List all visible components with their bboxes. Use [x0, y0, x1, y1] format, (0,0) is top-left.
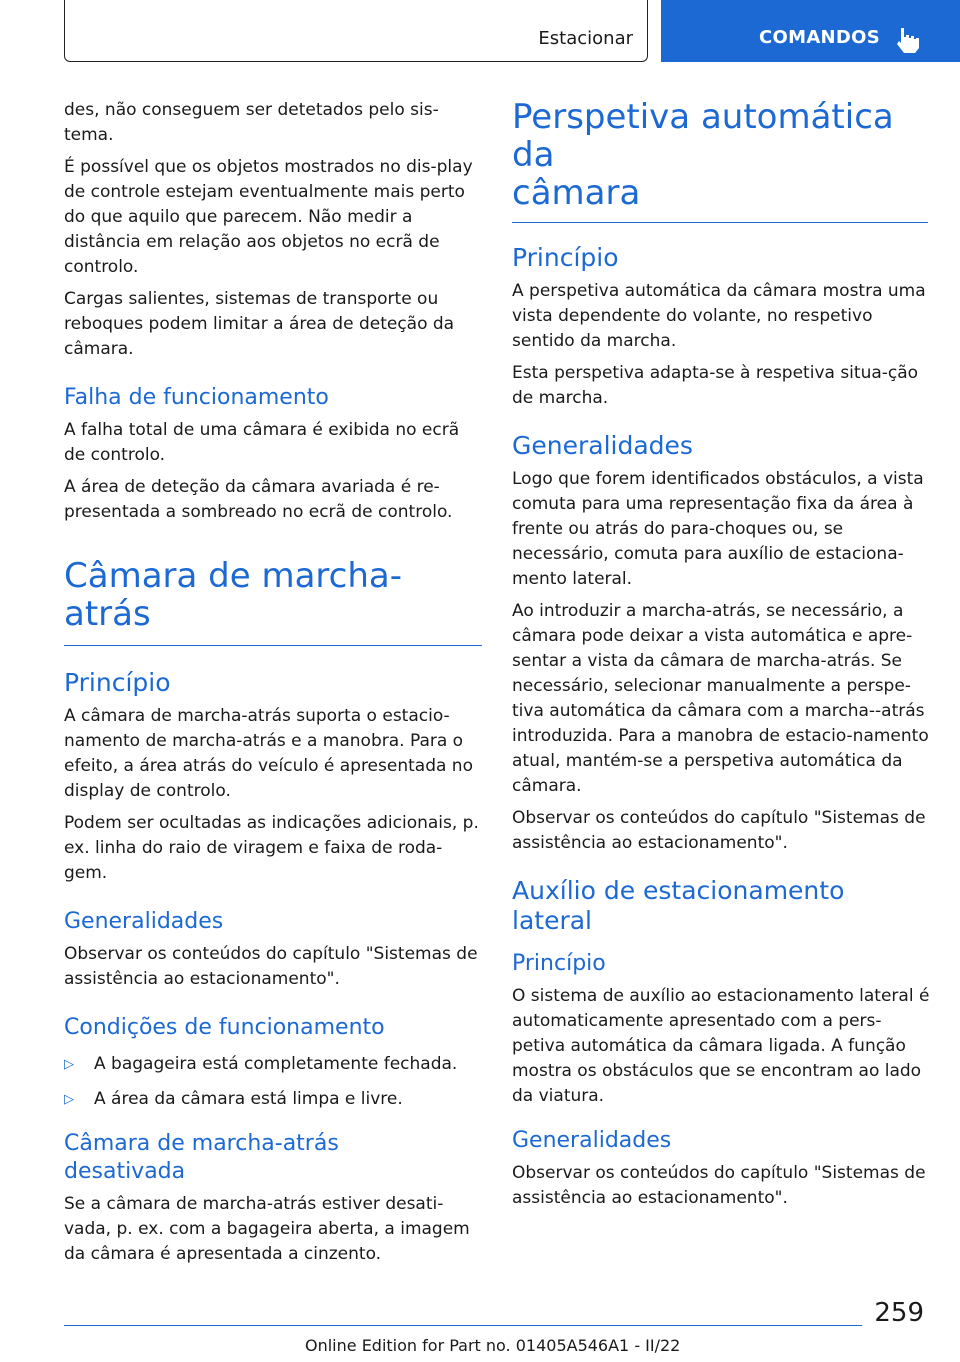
principio-paragraph: A câmara de marcha-atrás suporta o estacio-namento de marcha-atrás e a manobra. Para o efeito, a área atrás do veículo é apresentada no display de controlo. [64, 706, 473, 801]
persp-heading: Perspetiva automática da câmara [512, 97, 894, 213]
principio-paragraph: Podem ser ocultadas as indicações adicionais, p. ex. linha do raio de viragem e faixa de roda-gem. [64, 813, 479, 883]
page-number: 259 [874, 1298, 924, 1328]
condicoes-heading: Condições de funcionamento [64, 1015, 385, 1040]
camara-heading-block [64, 557, 482, 646]
header-chapter-title: COMANDOS [759, 27, 881, 48]
falha-paragraph: A área de deteção da câmara avariada é re-presentada a sombreado no ecrã de controlo. [64, 477, 453, 522]
left-column [64, 98, 482, 1274]
intro-paragraph: des, não conseguem ser detetados pelo sis-tema. [64, 100, 439, 145]
header-chapter-tab [661, 0, 960, 62]
triangle-bullet-icon: ▷ [64, 1057, 74, 1072]
auxilio-principio-heading: Princípio [512, 951, 606, 976]
principio-heading: Princípio [512, 243, 619, 272]
triangle-bullet-icon: ▷ [64, 1092, 74, 1107]
auxilio-generalidades-paragraph: Observar os conteúdos do capítulo "Sistemas de assistência ao estacionamento". [512, 1163, 926, 1208]
header-section-title: Estacionar [538, 28, 633, 49]
list-item: ▷ A área da câmara está limpa e livre. [64, 1087, 482, 1112]
falha-paragraph: A falha total de uma câmara é exibida no ecrã de controlo. [64, 420, 460, 465]
auxilio-principio-paragraph: O sistema de auxílio ao estacionamento lateral é automaticamente apresentado com a pers-petiva automática da câmara ligada. A função mostra os obstáculos que se encontram ao lado da viatura. [512, 986, 930, 1106]
intro-paragraph: Cargas salientes, sistemas de transporte ou reboques podem limitar a área de deteção da câmara. [64, 289, 455, 359]
principio-heading: Princípio [64, 668, 171, 697]
generalidades-heading: Generalidades [512, 431, 693, 460]
camara-heading: Câmara de marcha-atrás [64, 556, 402, 634]
footer-divider [64, 1325, 862, 1326]
auxilio-generalidades-heading: Generalidades [512, 1128, 672, 1153]
header-section-tab [64, 0, 648, 62]
auxilio-heading: Auxílio de estacionamento lateral [512, 876, 845, 935]
generalidades-paragraph: Ao introduzir a marcha-atrás, se necessário, a câmara pode deixar a vista automática e apre-sentar a vista da câmara de marcha-atrás. Se necessário, selecionar manualmente a perspe-tiva automática da câmara com a marcha--atrás introduzida. Para a manobra de estacio-namento atual, mantém-se a perspetiva automática da câmara. [512, 601, 929, 796]
persp-heading-block [512, 98, 928, 223]
falha-heading: Falha de funcionamento [64, 385, 329, 410]
generalidades-paragraph: Observar os conteúdos do capítulo "Sistemas de assistência ao estacionamento". [64, 944, 478, 989]
generalidades-heading: Generalidades [64, 909, 224, 934]
desativada-heading: Câmara de marcha-atrás desativada [64, 1131, 339, 1184]
desativada-paragraph: Se a câmara de marcha-atrás estiver desati-vada, p. ex. com a bagageira aberta, a imagem da câmara é apresentada a cinzento. [64, 1194, 470, 1264]
condicoes-list [64, 1052, 482, 1112]
generalidades-paragraph: Observar os conteúdos do capítulo "Sistemas de assistência ao estacionamento". [512, 808, 926, 853]
intro-paragraph: É possível que os objetos mostrados no dis-play de controle estejam eventualmente mais perto do que aquilo que parecem. Não medir a distância em relação aos objetos no ecrã de controlo. [64, 157, 473, 277]
principio-paragraph: A perspetiva automática da câmara mostra uma vista dependente do volante, no respetivo sentido da marcha. [512, 281, 926, 351]
right-column [512, 98, 930, 1218]
hand-pointer-icon [893, 24, 923, 54]
list-item: ▷ A bagageira está completamente fechada. [64, 1052, 482, 1077]
principio-paragraph: Esta perspetiva adapta-se à respetiva situa-ção de marcha. [512, 363, 919, 408]
footer-edition: Online Edition for Part no. 01405A546A1 - II/22 [305, 1336, 681, 1355]
generalidades-paragraph: Logo que forem identificados obstáculos, a vista comuta para uma representação fixa da área à frente ou atrás do para-choques ou, se necessário, comuta para auxílio de estaciona-mento lateral. [512, 469, 924, 589]
